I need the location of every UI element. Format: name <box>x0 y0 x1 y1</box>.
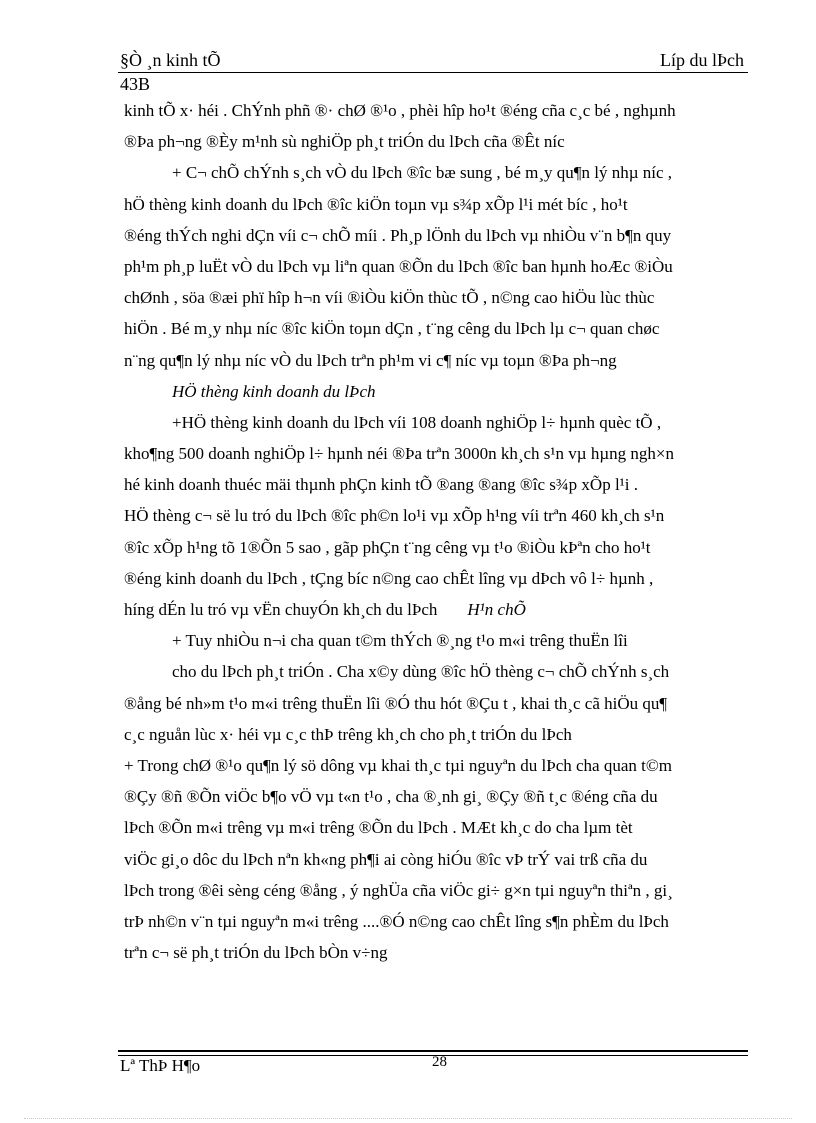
text-line <box>124 313 756 344</box>
text-line <box>124 407 756 438</box>
text-line <box>124 656 756 687</box>
header-class: Líp du lÞch <box>660 50 744 70</box>
text-line-content: kho¶ng 500 doanh nghiÖp l÷ hµnh néi ®Þa trªn 3000n kh¸ch s¹n vµ hµng ngh×n <box>124 444 674 464</box>
header-code: 43B <box>120 74 151 94</box>
text-line <box>124 906 756 937</box>
text-line <box>124 251 756 282</box>
text-line <box>124 532 756 563</box>
text-line <box>124 937 756 968</box>
text-line <box>124 376 756 407</box>
text-line <box>124 282 756 313</box>
text-line-content: chØnh , söa ®æi phï hîp h¬n víi ®iÒu kiÖn thùc tÕ , n©ng cao hiÖu lùc thùc <box>124 288 655 308</box>
text-line-content: cho du lÞch ph¸t triÓn . Cha x©y dùng ®îc hÖ thèng c¬ chÕ chÝnh s¸ch <box>172 662 670 682</box>
text-line-content: kinh tÕ x· héi . ChÝnh phñ ®· chØ ®¹o , phèi hîp ho¹t ®éng cña c¸c bé , nghµnh <box>124 101 676 120</box>
text-line <box>124 95 756 126</box>
text-line-content: +HÖ thèng kinh doanh du lÞch víi 108 doanh nghiÖp l÷ hµnh quèc tÕ , <box>172 412 662 432</box>
text-line <box>124 719 756 750</box>
section-heading-inline: H¹n chÕ <box>467 600 526 619</box>
text-line-content: lÞch ®Õn m«i trêng vµ m«i trêng ®Õn du lÞch . MÆt kh¸c do cha lµm tèt <box>124 818 633 838</box>
text-line-content: trªn c¬ së ph¸t triÓn du lÞch bÒn v÷ng <box>124 943 388 963</box>
text-line <box>124 126 756 157</box>
text-line <box>124 594 756 625</box>
page-number: 28 <box>432 1054 447 1070</box>
text-line-content: hiÖn . Bé m¸y nhµ níc ®îc kiÖn toµn dÇn , t¨ng cêng du lÞch lµ c¬ quan chøc <box>124 319 660 339</box>
text-line-content: ®ång bé nh»m t¹o m«i trêng thuËn lîi ®Ó thu hót ®Çu t , khai th¸c cã hiÖu qu¶ <box>124 693 668 713</box>
text-line <box>124 469 756 500</box>
text-line-content: lÞch trong ®êi sèng céng ®ång , ý nghÜa cña viÖc gi÷ g×n tµi nguyªn thiªn , gi¸ <box>124 880 673 900</box>
text-line <box>124 844 756 875</box>
page-bottom-dotted-line <box>24 1118 792 1119</box>
text-line <box>124 563 756 594</box>
text-line-content: c¸c nguån lùc x· héi vµ c¸c thÞ trêng kh¸ch cho ph¸t triÓn du lÞch <box>124 724 572 744</box>
text-line-content: ®éng thÝch nghi dÇn víi c¬ chÕ míi . Ph¸p lÖnh du lÞch vµ nhiÒu v¨n b¶n quy <box>124 225 672 245</box>
footer-author: Lª ThÞ H¶o <box>120 1056 201 1075</box>
text-line <box>124 500 756 531</box>
text-line <box>124 438 756 469</box>
header-rule <box>118 72 748 73</box>
text-line <box>124 220 756 251</box>
text-line <box>124 875 756 906</box>
text-line-content: hÖ thèng kinh doanh du lÞch ®îc kiÖn toµn vµ s¾p xÕp l¹i mét bíc , ho¹t <box>124 194 628 214</box>
text-line-content: hé kinh doanh thuéc mäi thµnh phÇn kinh tÕ ®ang ®ang ®îc s¾p xÕp l¹i . <box>124 475 638 495</box>
header-title: §Ò ¸n kinh tÕ <box>120 50 221 70</box>
text-line <box>124 812 756 843</box>
text-line-content: + Tuy nhiÒu n¬i cha quan t©m thÝch ®¸ng t¹o m«i trêng thuËn lîi <box>172 631 628 651</box>
footer-rule-thick <box>118 1050 748 1052</box>
text-line-content: ph¹m ph¸p luËt vÒ du lÞch vµ liªn quan ®Õn du lÞch ®îc ban hµnh hoÆc ®iÒu <box>124 256 673 276</box>
text-line-content: ®éng kinh doanh du lÞch , tÇng bíc n©ng cao chÊt lîng vµ dÞch vô l÷ hµnh , <box>124 568 654 588</box>
text-line <box>124 625 756 656</box>
text-line-content: n¨ng qu¶n lý nhµ níc vÒ du lÞch trªn ph¹m vi c¶ níc vµ toµn ®Þa ph¬ng <box>124 350 617 370</box>
text-line-content: ®îc xÕp h¹ng tõ 1®Õn 5 sao , gãp phÇn t¨ng cêng vµ t¹o ®iÒu kÞªn cho ho¹t <box>124 537 651 557</box>
page-header <box>118 50 748 72</box>
text-line <box>124 688 756 719</box>
text-line <box>124 157 756 188</box>
text-line <box>124 345 756 376</box>
text-line-content: ®Çy ®ñ ®Õn viÖc b¶o vÖ vµ t«n t¹o , cha ®¸nh gi¸ ®Çy ®ñ t¸c ®éng cña du <box>124 787 658 807</box>
text-line <box>124 781 756 812</box>
text-line-content: + C¬ chÕ chÝnh s¸ch vÒ du lÞch ®îc bæ sung , bé m¸y qu¶n lý nhµ níc , <box>172 163 673 183</box>
text-line <box>124 189 756 220</box>
text-line-content: HÖ thèng kinh doanh du lÞch <box>172 381 376 401</box>
text-line-content: híng dÉn lu tró vµ vËn chuyÓn kh¸ch du lÞch <box>124 600 438 619</box>
text-line <box>124 750 756 781</box>
text-line-content: trÞ nh©n v¨n tµi nguyªn m«i trêng ....®Ó n©ng cao chÊt lîng s¶n phÈm du lÞch <box>124 911 669 931</box>
text-line-content: HÖ thèng c¬ së lu tró du lÞch ®îc ph©n lo¹i vµ xÕp h¹ng víi trªn 460 kh¸ch s¹n <box>124 506 665 526</box>
text-line-content: viÖc gi¸o dôc du lÞch nªn kh«ng ph¶i ai còng hiÓu ®îc vÞ trÝ vai trß cña du <box>124 849 648 869</box>
document-body <box>124 95 756 968</box>
text-line-content: ®Þa ph¬ng ®Èy m¹nh sù nghiÖp ph¸t triÓn du lÞch cña ®Êt níc <box>124 132 565 152</box>
text-line-content: + Trong chØ ®¹o qu¶n lý sö dông vµ khai th¸c tµi nguyªn du lÞch cha quan t©m <box>124 755 673 775</box>
